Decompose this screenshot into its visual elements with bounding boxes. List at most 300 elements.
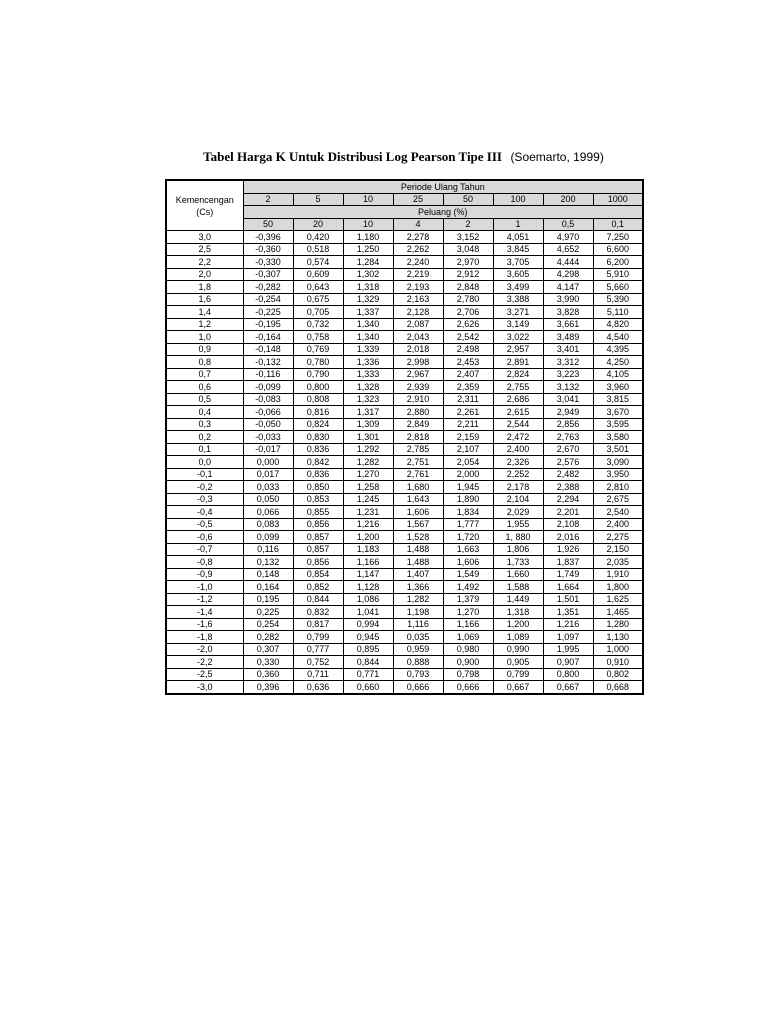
table-row [166,243,643,256]
k-value-cell: 2,998 [393,356,443,369]
k-value-cell: 2,626 [443,318,493,331]
k-value-cell: 2,939 [393,381,443,394]
table-row [166,393,643,406]
k-value-cell: 2,407 [443,368,493,381]
k-value-cell: 3,132 [543,381,593,394]
k-value-cell: 0,800 [293,381,343,394]
k-value-cell: 0,396 [243,681,293,694]
k-value-cell: 1,351 [543,606,593,619]
k-value-cell: 0,856 [293,518,343,531]
k-value-cell: 0,959 [393,643,443,656]
k-value-cell: 4,652 [543,243,593,256]
table-row [166,668,643,681]
k-value-cell: 0,855 [293,506,343,519]
k-value-cell: 1,606 [393,506,443,519]
k-value-cell: 0,945 [343,631,393,644]
k-value-table [165,179,644,695]
k-value-cell: 2,824 [493,368,543,381]
k-value-cell: 1,309 [343,418,393,431]
k-value-cell: 2,193 [393,281,443,294]
table-row [166,368,643,381]
k-value-cell: -0,083 [243,393,293,406]
k-value-cell: 2,615 [493,406,543,419]
k-value-cell: 0,307 [243,643,293,656]
k-value-cell: 3,815 [593,393,643,406]
k-value-cell: 2,388 [543,481,593,494]
k-value-cell: 0,752 [293,656,343,669]
k-value-cell: 1,488 [393,543,443,556]
k-value-cell: 0,360 [243,668,293,681]
k-value-cell: -0,050 [243,418,293,431]
probability-value: 4 [393,218,443,231]
k-value-cell: 0,636 [293,681,343,694]
table-row [166,231,643,244]
k-value-cell: 2,751 [393,456,443,469]
k-value-cell: 7,250 [593,231,643,244]
k-value-cell: 1,216 [343,518,393,531]
k-value-cell: 0,905 [493,656,543,669]
k-value-cell: 1,231 [343,506,393,519]
cs-column-header [166,180,243,231]
k-value-cell: 0,668 [593,681,643,694]
k-value-cell: 1,284 [343,256,393,269]
k-value-cell: 4,250 [593,356,643,369]
k-value-cell: 3,670 [593,406,643,419]
k-value-cell: 1,465 [593,606,643,619]
k-value-cell: 1,800 [593,581,643,594]
cs-value-cell: -1,6 [166,618,243,631]
k-value-cell: 2,818 [393,431,443,444]
k-value-cell: 3,489 [543,331,593,344]
probability-value: 50 [243,218,293,231]
k-value-cell: 1,250 [343,243,393,256]
k-value-cell: 0,066 [243,506,293,519]
k-value-cell: 0,857 [293,531,343,544]
table-row [166,531,643,544]
k-value-cell: 1,488 [393,556,443,569]
k-value-cell: 2,029 [493,506,543,519]
k-value-cell: 1,270 [343,468,393,481]
table-row [166,631,643,644]
period-header: Periode Ulang Tahun [243,180,643,193]
table-row [166,656,643,669]
period-value: 25 [393,193,443,206]
probability-value: 2 [443,218,493,231]
k-value-cell: 2,706 [443,306,493,319]
k-value-cell: 1,200 [493,618,543,631]
k-value-cell: 4,540 [593,331,643,344]
k-value-cell: 2,219 [393,268,443,281]
probability-value: 0,1 [593,218,643,231]
k-value-cell: 1,000 [593,643,643,656]
k-value-cell: 0,895 [343,643,393,656]
k-value-cell: 1,128 [343,581,393,594]
k-value-cell: 0,817 [293,618,343,631]
k-value-cell: 2,542 [443,331,493,344]
cs-value-cell: -1,2 [166,593,243,606]
cs-value-cell: 1,0 [166,331,243,344]
table-row [166,506,643,519]
k-value-cell: -0,330 [243,256,293,269]
cs-value-cell: 0,0 [166,456,243,469]
cs-value-cell: 0,6 [166,381,243,394]
k-value-cell: 1,280 [593,618,643,631]
k-value-cell: 0,083 [243,518,293,531]
k-value-cell: 1,041 [343,606,393,619]
k-value-cell: 3,149 [493,318,543,331]
k-value-cell: 1,302 [343,268,393,281]
k-value-cell: 2,967 [393,368,443,381]
k-value-cell: 1,301 [343,431,393,444]
k-value-cell: 1,625 [593,593,643,606]
document-source: (Soemarto, 1999) [510,150,604,164]
k-value-cell: 1,183 [343,543,393,556]
k-value-cell: 3,401 [543,343,593,356]
k-value-cell: 5,390 [593,293,643,306]
k-value-cell: 0,853 [293,493,343,506]
k-value-cell: 1,258 [343,481,393,494]
k-value-cell: 1,339 [343,343,393,356]
k-value-cell: 2,540 [593,506,643,519]
cs-value-cell: -0,1 [166,468,243,481]
cs-value-cell: -0,8 [166,556,243,569]
k-value-cell: 0,035 [393,631,443,644]
k-value-cell: 2,498 [443,343,493,356]
k-value-cell: 1,270 [443,606,493,619]
k-value-cell: -0,099 [243,381,293,394]
table-row [166,493,643,506]
k-value-cell: 0,758 [293,331,343,344]
cs-value-cell: -0,9 [166,568,243,581]
table-row [166,431,643,444]
k-value-cell: 0,799 [493,668,543,681]
table-row [166,356,643,369]
k-value-cell: 3,022 [493,331,543,344]
cs-value-cell: -1,4 [166,606,243,619]
probability-value: 10 [343,218,393,231]
k-value-cell: 1,292 [343,443,393,456]
k-value-cell: 2,018 [393,343,443,356]
k-value-cell: 3,580 [593,431,643,444]
cs-value-cell: 2,5 [166,243,243,256]
k-value-cell: 1,660 [493,568,543,581]
cs-value-cell: -2,5 [166,668,243,681]
k-value-cell: 3,271 [493,306,543,319]
k-value-cell: 0,808 [293,393,343,406]
k-value-cell: 2,848 [443,281,493,294]
k-value-cell: 2,810 [593,481,643,494]
k-value-cell: 1,643 [393,493,443,506]
k-value-cell: 2,400 [493,443,543,456]
k-value-cell: 1,216 [543,618,593,631]
k-value-cell: 2,107 [443,443,493,456]
table-row [166,581,643,594]
cs-value-cell: 0,2 [166,431,243,444]
k-value-cell: -0,017 [243,443,293,456]
k-value-cell: 1,549 [443,568,493,581]
cs-value-cell: -0,3 [166,493,243,506]
k-value-cell: 1,333 [343,368,393,381]
k-value-cell: 2,275 [593,531,643,544]
k-value-cell: 2,108 [543,518,593,531]
k-value-cell: 1,680 [393,481,443,494]
k-value-cell: 4,105 [593,368,643,381]
k-value-cell: 2,957 [493,343,543,356]
k-value-cell: 2,453 [443,356,493,369]
k-value-cell: 0,148 [243,568,293,581]
k-value-cell: 1,097 [543,631,593,644]
cs-value-cell: 2,0 [166,268,243,281]
k-value-cell: 0,099 [243,531,293,544]
k-value-cell: 0,856 [293,556,343,569]
k-value-cell: 6,600 [593,243,643,256]
k-value-cell: 0,282 [243,631,293,644]
k-value-cell: 0,666 [443,681,493,694]
k-value-cell: 2,576 [543,456,593,469]
k-value-cell: 0,000 [243,456,293,469]
table-row [166,556,643,569]
k-value-cell: 1,245 [343,493,393,506]
k-value-cell: 2,150 [593,543,643,556]
k-value-cell: 3,605 [493,268,543,281]
k-value-cell: 1,282 [343,456,393,469]
k-value-cell: 0,844 [293,593,343,606]
k-value-cell: 2,043 [393,331,443,344]
k-value-cell: 0,844 [343,656,393,669]
k-value-cell: 1,567 [393,518,443,531]
k-value-cell: 0,857 [293,543,343,556]
k-value-cell: 5,910 [593,268,643,281]
document-title: Tabel Harga K Untuk Distribusi Log Pearson Tipe III [203,149,502,164]
probability-value: 0,5 [543,218,593,231]
k-value-cell: 1,086 [343,593,393,606]
k-value-cell: -0,148 [243,343,293,356]
k-value-cell: 0,116 [243,543,293,556]
table-row [166,293,643,306]
table-row [166,568,643,581]
k-value-cell: 3,705 [493,256,543,269]
k-value-cell: 1,995 [543,643,593,656]
k-value-cell: 0,017 [243,468,293,481]
k-value-cell: -0,360 [243,243,293,256]
k-value-cell: 1,317 [343,406,393,419]
k-value-cell: -0,307 [243,268,293,281]
k-value-cell: 0,980 [443,643,493,656]
k-value-cell: 2,278 [393,231,443,244]
table-row [166,543,643,556]
k-value-cell: 2,104 [493,493,543,506]
table-row [166,481,643,494]
k-value-cell: 4,051 [493,231,543,244]
k-value-cell: 3,950 [593,468,643,481]
k-value-cell: 3,048 [443,243,493,256]
k-value-cell: 2,670 [543,443,593,456]
k-value-cell: 3,041 [543,393,593,406]
table-row [166,268,643,281]
k-value-cell: 0,800 [543,668,593,681]
k-value-cell: 0,850 [293,481,343,494]
cs-value-cell: 0,7 [166,368,243,381]
k-value-cell: 3,661 [543,318,593,331]
table-row [166,618,643,631]
k-value-cell: 1,282 [393,593,443,606]
k-value-cell: 0,518 [293,243,343,256]
cs-value-cell: -2,0 [166,643,243,656]
k-value-cell: 1,180 [343,231,393,244]
k-value-cell: 0,832 [293,606,343,619]
table-row [166,343,643,356]
period-value: 5 [293,193,343,206]
k-value-cell: 2,240 [393,256,443,269]
k-value-cell: 2,482 [543,468,593,481]
k-value-cell: 0,793 [393,668,443,681]
k-value-cell: -0,116 [243,368,293,381]
k-value-cell: 1,200 [343,531,393,544]
cs-value-cell: 0,3 [166,418,243,431]
table-row [166,518,643,531]
k-value-cell: 0,660 [343,681,393,694]
table-row [166,306,643,319]
k-value-cell: 4,444 [543,256,593,269]
k-value-cell: 1,890 [443,493,493,506]
k-value-cell: 2,178 [493,481,543,494]
k-value-cell: 2,054 [443,456,493,469]
period-value: 50 [443,193,493,206]
k-value-cell: 2,912 [443,268,493,281]
k-value-cell: 2,880 [393,406,443,419]
k-value-cell: 2,755 [493,381,543,394]
k-value-cell: 0,802 [593,668,643,681]
k-value-cell: 4,147 [543,281,593,294]
cs-value-cell: -0,5 [166,518,243,531]
k-value-cell: 3,499 [493,281,543,294]
k-value-cell: 5,660 [593,281,643,294]
cs-value-cell: -2,2 [166,656,243,669]
k-value-cell: 0,780 [293,356,343,369]
k-value-cell: 1,340 [343,318,393,331]
k-value-cell: 2,326 [493,456,543,469]
cs-value-cell: 0,8 [166,356,243,369]
k-value-cell: 1,069 [443,631,493,644]
k-value-cell: 3,990 [543,293,593,306]
k-value-cell: -0,282 [243,281,293,294]
k-value-cell: 5,110 [593,306,643,319]
k-value-cell: 1,501 [543,593,593,606]
k-value-cell: -0,225 [243,306,293,319]
k-value-cell: 1,329 [343,293,393,306]
table-row [166,331,643,344]
table-row [166,318,643,331]
k-value-cell: 1,806 [493,543,543,556]
k-value-cell: 0,667 [543,681,593,694]
k-value-cell: 4,820 [593,318,643,331]
k-value-cell: 0,705 [293,306,343,319]
table-row [166,606,643,619]
k-value-cell: 1,116 [393,618,443,631]
k-value-cell: 2,211 [443,418,493,431]
k-value-cell: 1,834 [443,506,493,519]
k-value-cell: 1,130 [593,631,643,644]
k-value-cell: 2,400 [593,518,643,531]
k-value-cell: 2,544 [493,418,543,431]
table-row [166,418,643,431]
k-value-cell: 0,990 [493,643,543,656]
k-value-cell: 1,777 [443,518,493,531]
table-header [166,180,643,231]
probability-value: 1 [493,218,543,231]
document-title-line [165,149,642,165]
k-value-cell: 0,777 [293,643,343,656]
k-value-cell: 2,785 [393,443,443,456]
k-value-cell: -0,195 [243,318,293,331]
k-value-cell: 1,336 [343,356,393,369]
k-value-cell: 1,720 [443,531,493,544]
k-value-cell: -0,066 [243,406,293,419]
cs-value-cell: 1,6 [166,293,243,306]
k-value-cell: 2,000 [443,468,493,481]
k-value-cell: 0,798 [443,668,493,681]
k-value-cell: 2,686 [493,393,543,406]
k-value-cell: 1,318 [343,281,393,294]
k-value-cell: 2,163 [393,293,443,306]
table-row [166,406,643,419]
table-row [166,593,643,606]
k-value-cell: 1,366 [393,581,443,594]
probability-value: 20 [293,218,343,231]
k-value-cell: 0,836 [293,443,343,456]
cs-value-cell: 1,2 [166,318,243,331]
k-value-cell: 1,606 [443,556,493,569]
k-value-cell: 2,472 [493,431,543,444]
k-value-cell: 3,501 [593,443,643,456]
k-value-cell: 0,836 [293,468,343,481]
table-body [166,231,643,694]
cs-value-cell: 0,1 [166,443,243,456]
cs-value-cell: 3,0 [166,231,243,244]
k-value-cell: 0,824 [293,418,343,431]
cs-value-cell: -0,4 [166,506,243,519]
k-value-cell: 3,388 [493,293,543,306]
k-value-cell: 3,960 [593,381,643,394]
k-value-cell: 2,780 [443,293,493,306]
table-row [166,443,643,456]
k-value-cell: -0,164 [243,331,293,344]
cs-value-cell: 2,2 [166,256,243,269]
k-value-cell: 0,711 [293,668,343,681]
k-value-cell: 2,294 [543,493,593,506]
k-value-cell: 0,254 [243,618,293,631]
k-value-cell: 2,159 [443,431,493,444]
k-value-cell: 3,595 [593,418,643,431]
k-value-cell: 0,420 [293,231,343,244]
k-value-cell: 2,891 [493,356,543,369]
k-value-cell: 1,340 [343,331,393,344]
k-value-cell: 1,089 [493,631,543,644]
k-value-cell: 1,955 [493,518,543,531]
k-value-cell: 2,949 [543,406,593,419]
k-value-cell: 2,970 [443,256,493,269]
k-value-cell: 0,666 [393,681,443,694]
table-row [166,381,643,394]
k-value-cell: 0,050 [243,493,293,506]
k-value-cell: 2,087 [393,318,443,331]
k-value-cell: -0,396 [243,231,293,244]
k-value-cell: 2,016 [543,531,593,544]
period-value: 10 [343,193,393,206]
k-value-cell: 0,888 [393,656,443,669]
cs-value-cell: 0,4 [166,406,243,419]
k-value-cell: 1,328 [343,381,393,394]
